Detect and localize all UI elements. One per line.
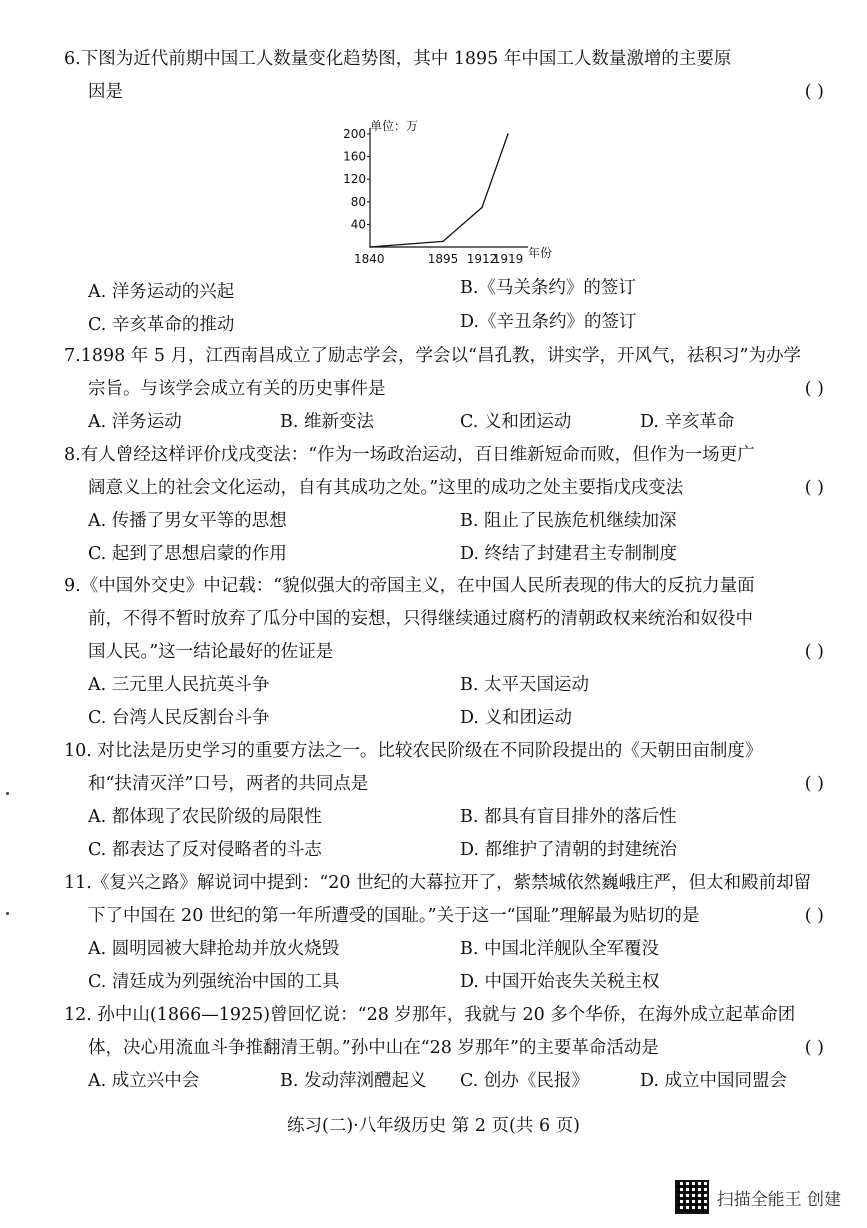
- question-7-line-2-text: 宗旨。与该学会成立有关的历史事件是: [88, 379, 386, 399]
- option-9c[interactable]: C. 台湾人民反割台斗争: [88, 708, 270, 728]
- option-8a[interactable]: A. 传播了男女平等的思想: [88, 511, 287, 531]
- option-12a[interactable]: A. 成立兴中会: [88, 1071, 200, 1091]
- question-6-line-1: 6.下图为近代前期中国工人数量变化趋势图，其中 1895 年中国工人数量激增的主要原: [64, 49, 732, 69]
- answer-paren-8[interactable]: ( ): [804, 478, 824, 498]
- chart-unit-label: 单位：万: [370, 119, 419, 133]
- question-8-line-2-text: 阔意义上的社会文化运动，自有其成功之处。”这里的成功之处主要指戊戌变法: [88, 478, 684, 498]
- chart-y-ticks: [343, 127, 370, 231]
- option-12c[interactable]: C. 创办《民报》: [460, 1071, 589, 1091]
- question-10-line-1: 10. 对比法是历史学习的重要方法之一。比较农民阶级在不同阶段提出的《天朝田亩制度》: [64, 741, 763, 761]
- chart-y-tick-label: 160: [343, 149, 366, 164]
- option-12b[interactable]: B. 发动萍浏醴起义: [280, 1071, 427, 1091]
- margin-dot: [6, 912, 9, 915]
- answer-paren-6[interactable]: ( ): [804, 82, 824, 102]
- question-11-line-2-text: 下了中国在 20 世纪的第一年所遭受的国耻。”关于这一“国耻”理解最为贴切的是: [88, 906, 700, 926]
- option-7b[interactable]: B. 维新变法: [280, 412, 374, 432]
- chart-series: [369, 133, 509, 248]
- option-11d[interactable]: D. 中国开始丧失关税主权: [460, 972, 660, 992]
- question-11: [64, 867, 824, 999]
- question-10-line-2: [64, 768, 824, 801]
- option-10c[interactable]: C. 都表达了反对侵略者的斗志: [88, 840, 322, 860]
- option-10a[interactable]: A. 都体现了农民阶级的局限性: [88, 807, 322, 827]
- question-12-line-2: [64, 1032, 824, 1065]
- chart-y-tick-label: 40: [350, 217, 366, 232]
- question-9: [64, 570, 824, 735]
- option-9b[interactable]: B. 太平天国运动: [460, 675, 589, 695]
- chart-x-axis-label: 年份: [528, 246, 553, 260]
- option-11a[interactable]: A. 圆明园被大肆抢劫并放火烧毁: [88, 939, 340, 959]
- chart-y-tick-label: 80: [350, 194, 366, 209]
- option-7a[interactable]: A. 洋务运动: [88, 412, 182, 432]
- option-11c[interactable]: C. 清廷成为列强统治中国的工具: [88, 972, 340, 992]
- chart-data-point: [481, 207, 483, 209]
- answer-paren-11[interactable]: ( ): [804, 906, 824, 926]
- question-6: [64, 43, 824, 109]
- question-12: [64, 999, 824, 1098]
- option-8b[interactable]: B. 阻止了民族危机继续加深: [460, 511, 677, 531]
- question-9-line-3: [64, 636, 824, 669]
- question-9-line-3-text: 国人民。”这一结论最好的佐证是: [88, 642, 334, 662]
- chart-data-point: [442, 241, 444, 243]
- question-12-line-2-text: 体，决心用流血斗争推翻清王朝。”孙中山在“28 岁那年”的主要革命活动是: [88, 1038, 659, 1058]
- answer-paren-9[interactable]: ( ): [804, 642, 824, 662]
- option-8c[interactable]: C. 起到了思想启蒙的作用: [88, 544, 287, 564]
- chart-x-tick-label: 1912: [466, 252, 498, 266]
- scanner-label: 扫描全能王 创建: [716, 1189, 841, 1210]
- worker-count-chart: [330, 112, 560, 272]
- chart-y-tick-label: 120: [343, 172, 366, 187]
- question-8: [64, 439, 824, 571]
- option-6a[interactable]: A. 洋务运动的兴起: [88, 282, 235, 302]
- question-11-line-1: 11.《复兴之路》解说词中提到：“20 世纪的大幕拉开了，紫禁城依然巍峨庄严，但太和殿前却留: [64, 873, 812, 893]
- chart-x-tick-label: 1840: [354, 252, 385, 266]
- option-9a[interactable]: A. 三元里人民抗英斗争: [88, 675, 270, 695]
- page-footer: 练习(二)·八年级历史 第 2 页(共 6 页): [287, 1116, 580, 1136]
- question-10: [64, 735, 824, 867]
- question-10-line-2-text: 和“扶清灭洋”口号，两者的共同点是: [88, 774, 369, 794]
- option-11b[interactable]: B. 中国北洋舰队全军覆没: [460, 939, 659, 959]
- question-7-line-1: 7.1898 年 5 月，江西南昌成立了励志学会，学会以“昌孔教，讲实学，开风气，祛积习”为办学: [64, 346, 801, 366]
- option-9d[interactable]: D. 义和团运动: [460, 708, 573, 728]
- question-7-line-2: [64, 373, 824, 406]
- qr-code-icon: [675, 1180, 709, 1214]
- option-8d[interactable]: D. 终结了封建君主专制制度: [460, 544, 678, 564]
- option-7d[interactable]: D. 辛亥革命: [640, 412, 735, 432]
- chart-data-point: [369, 246, 371, 248]
- question-11-line-2: [64, 900, 824, 933]
- answer-paren-7[interactable]: ( ): [804, 379, 824, 399]
- option-6d[interactable]: D.《辛丑条约》的签订: [460, 312, 637, 332]
- option-10b[interactable]: B. 都具有盲目排外的落后性: [460, 807, 677, 827]
- scanner-watermark: [675, 1180, 841, 1214]
- chart-x-tick-label: 1895: [427, 252, 459, 266]
- chart-x-tick-label: 1919: [492, 252, 524, 266]
- chart-series-line: [370, 134, 508, 247]
- answer-paren-10[interactable]: ( ): [804, 774, 824, 794]
- option-10d[interactable]: D. 都维护了清朝的封建统治: [460, 840, 678, 860]
- question-7: [64, 340, 824, 439]
- question-8-line-2: [64, 472, 824, 505]
- option-7c[interactable]: C. 义和团运动: [460, 412, 572, 432]
- chart-y-tick-label: 200: [343, 127, 366, 141]
- question-9-line-2: 前，不得不暂时放弃了瓜分中国的妄想，只得继续通过腐朽的清朝政权来统治和奴役中: [88, 609, 753, 629]
- answer-paren-12[interactable]: ( ): [804, 1038, 824, 1058]
- question-6-options: [64, 276, 824, 342]
- option-12d[interactable]: D. 成立中国同盟会: [640, 1071, 788, 1091]
- chart-data-point: [507, 133, 509, 135]
- question-9-line-1: 9.《中国外交史》中记载：“貌似强大的帝国主义，在中国人民所表现的伟大的反抗力量面: [64, 576, 755, 596]
- option-6c[interactable]: C. 辛亥革命的推动: [88, 315, 235, 335]
- question-12-line-1: 12. 孙中山(1866—1925)曾回忆说：“28 岁那年，我就与 20 多个华侨，在海外成立起革命团: [64, 1005, 796, 1025]
- question-6-line-2-text: 因是: [88, 82, 123, 102]
- option-6b[interactable]: B.《马关条约》的签订: [460, 278, 636, 298]
- question-6-line-2: [64, 76, 824, 109]
- chart-x-ticks: [354, 252, 523, 266]
- margin-dot: [6, 792, 9, 795]
- question-8-line-1: 8.有人曾经这样评价戊戌变法：“作为一场政治运动，百日维新短命而败，但作为一场更广: [64, 445, 755, 465]
